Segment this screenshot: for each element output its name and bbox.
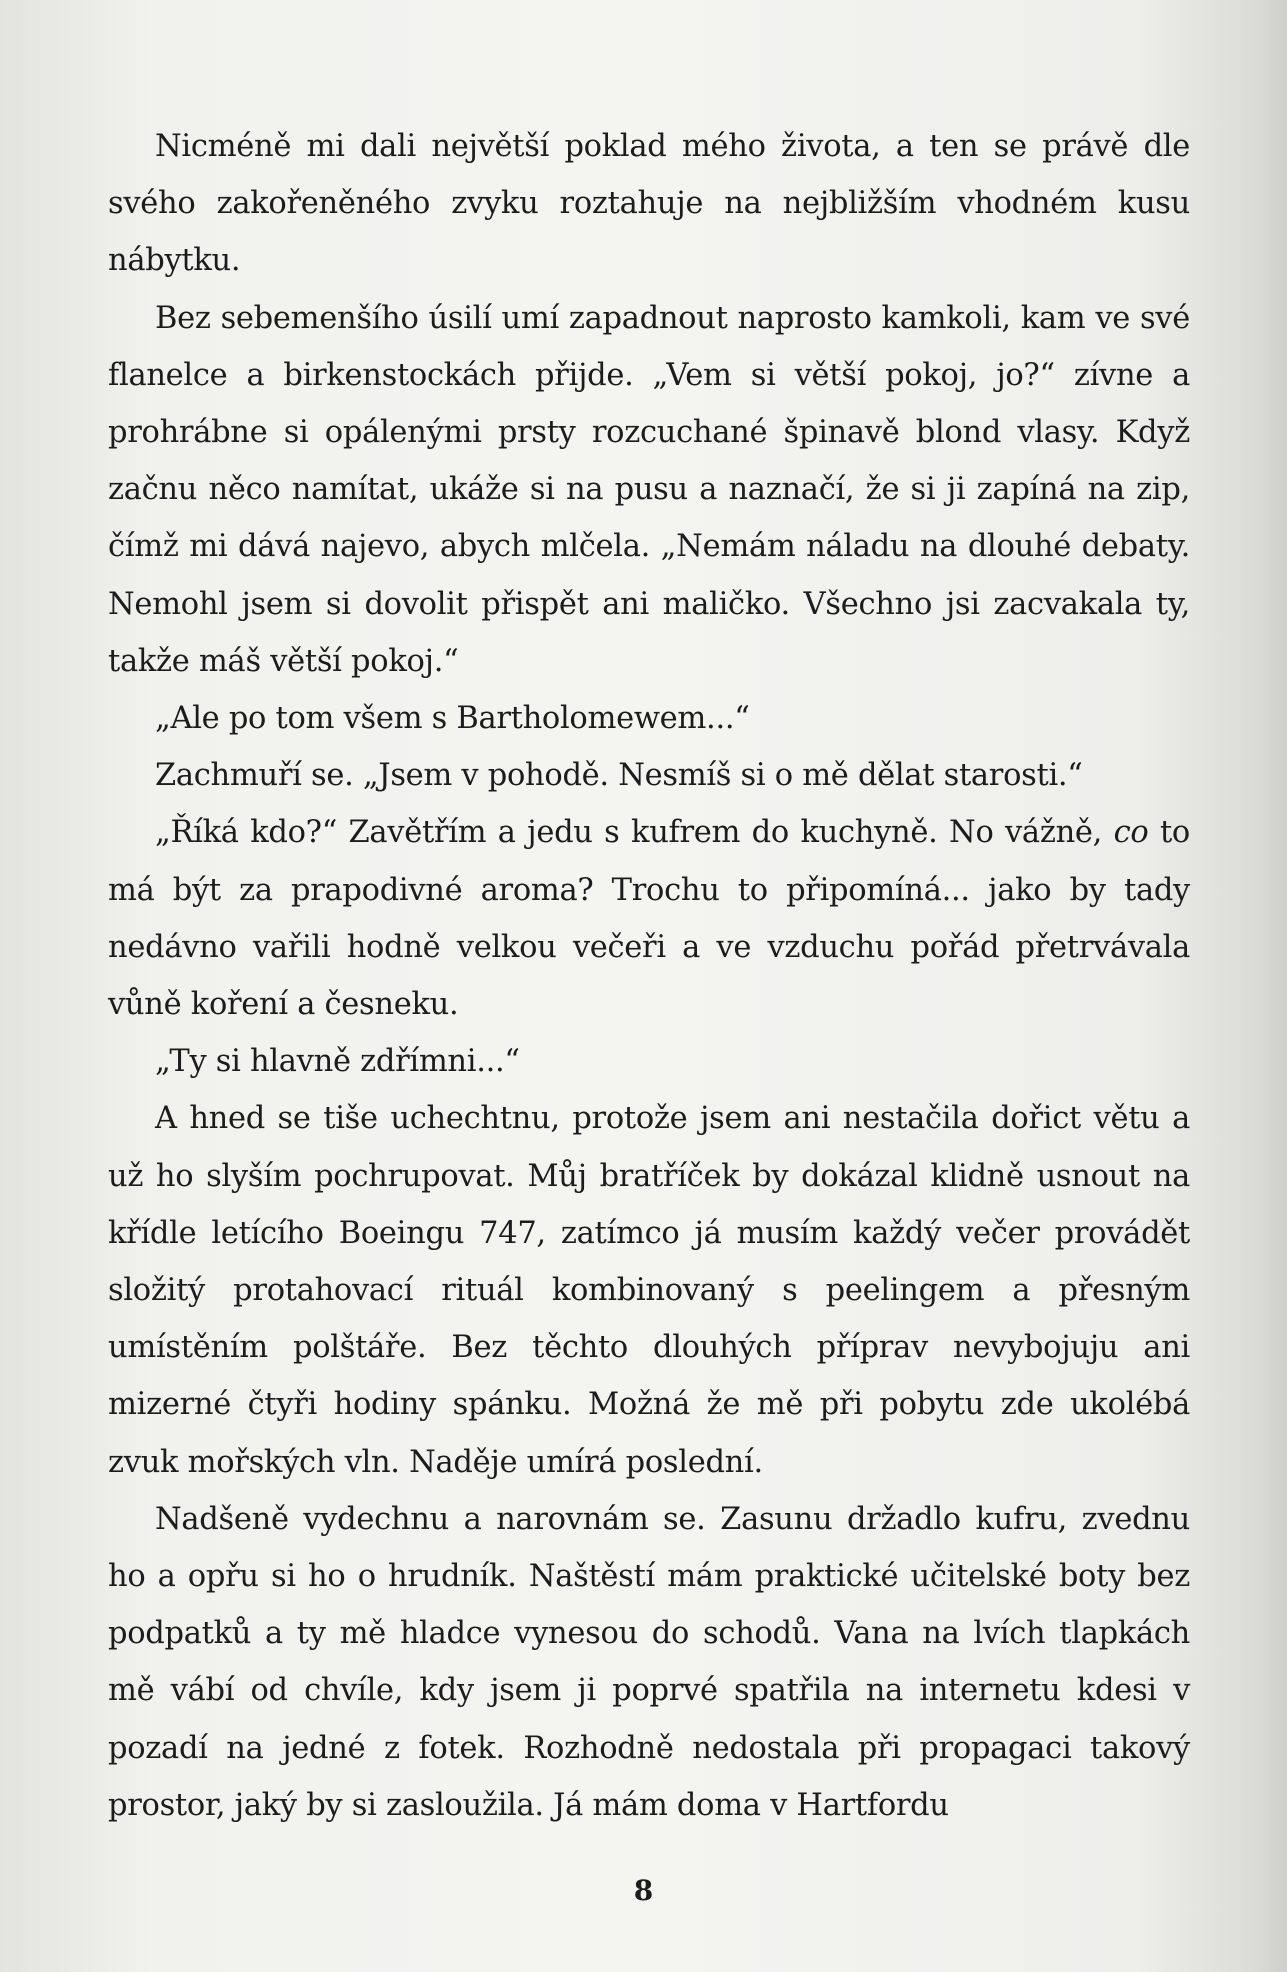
paragraph-5-rest: to má být za prapodivné aroma? Trochu to připomíná... jako by tady nedávno vařili hodně velkou večeři a ve vzduchu pořád přetrvávala vůně koření a česneku. bbox=[108, 815, 1190, 1023]
paragraph-8: Nadšeně vydechnu a narovnám se. Zasunu držadlo kufru, zvednu ho a opřu si ho o hrudník. Naštěstí mám praktické učitelské boty bez podpatků a ty mě hladce vynesou do schodů. Vana na lvích tlapkách mě vábí od chvíle, kdy jsem ji poprvé spatřila na internetu kdesi v pozadí na jedné z fotek. Rozhodně nedostala při propagaci takový prostor, jaký by si zasloužila. Já mám doma v Hartfordu bbox=[108, 1501, 1190, 1823]
paragraph-7: A hned se tiše uchechtnu, protože jsem ani nestačila dořict větu a už ho slyším pochrupovat. Můj bratříček by dokázal klidně usnout na křídle letícího Boeingu 747, zatímco já musím každý večer provádět složitý protahovací rituál kombinovaný s peelingem a přesným umístěním polštáře. Bez těchto dlouhých příprav nevybojuju ani mizerné čtyři hodiny spánku. Možná že mě při pobytu zde ukolébá zvuk mořských vln. Naděje umírá poslední. bbox=[108, 1101, 1190, 1480]
paragraph-3: „Ale po tom všem s Bartholomewem...“ bbox=[155, 701, 750, 737]
paragraph-2: Bez sebemenšího úsilí umí zapadnout naprosto kamkoli, kam ve své flanelce a birkenstockách přijde. „Vem si větší pokoj, jo?“ zívne a prohrábne si opálenými prsty rozcuchané špinavě blond vlasy. Když začnu něco namítat, ukáže si na pusu a naznačí, že si ji zapíná na zip, čímž mi dává najevo, abych mlčela. „Nemám náladu na dlouhé debaty. Nemohl jsem si dovolit přispět ani maličko. Všechno jsi zacvakala ty, takže máš větší pokoj.“ bbox=[108, 300, 1190, 679]
page-number: 8 bbox=[633, 1874, 654, 1907]
paragraph-1: Nicméně mi dali největší poklad mého života, a ten se právě dle svého zakořeněného zvyku roztahuje na nejbližším vhodném kusu nábytku. bbox=[108, 129, 1190, 279]
body-text bbox=[108, 118, 1190, 1834]
paragraph-4: Zachmuří se. „Jsem v pohodě. Nesmíš si o mě dělat starosti.“ bbox=[155, 758, 1083, 794]
paragraph-5-emphasis: co bbox=[1113, 815, 1149, 851]
paragraph-5 bbox=[108, 804, 1190, 1033]
paragraph-6: „Ty si hlavně zdřímni...“ bbox=[155, 1044, 520, 1080]
paragraph-5-start: „Říká kdo?“ Zavětřím a jedu s kufrem do kuchyně. No vážně, bbox=[155, 815, 1103, 851]
